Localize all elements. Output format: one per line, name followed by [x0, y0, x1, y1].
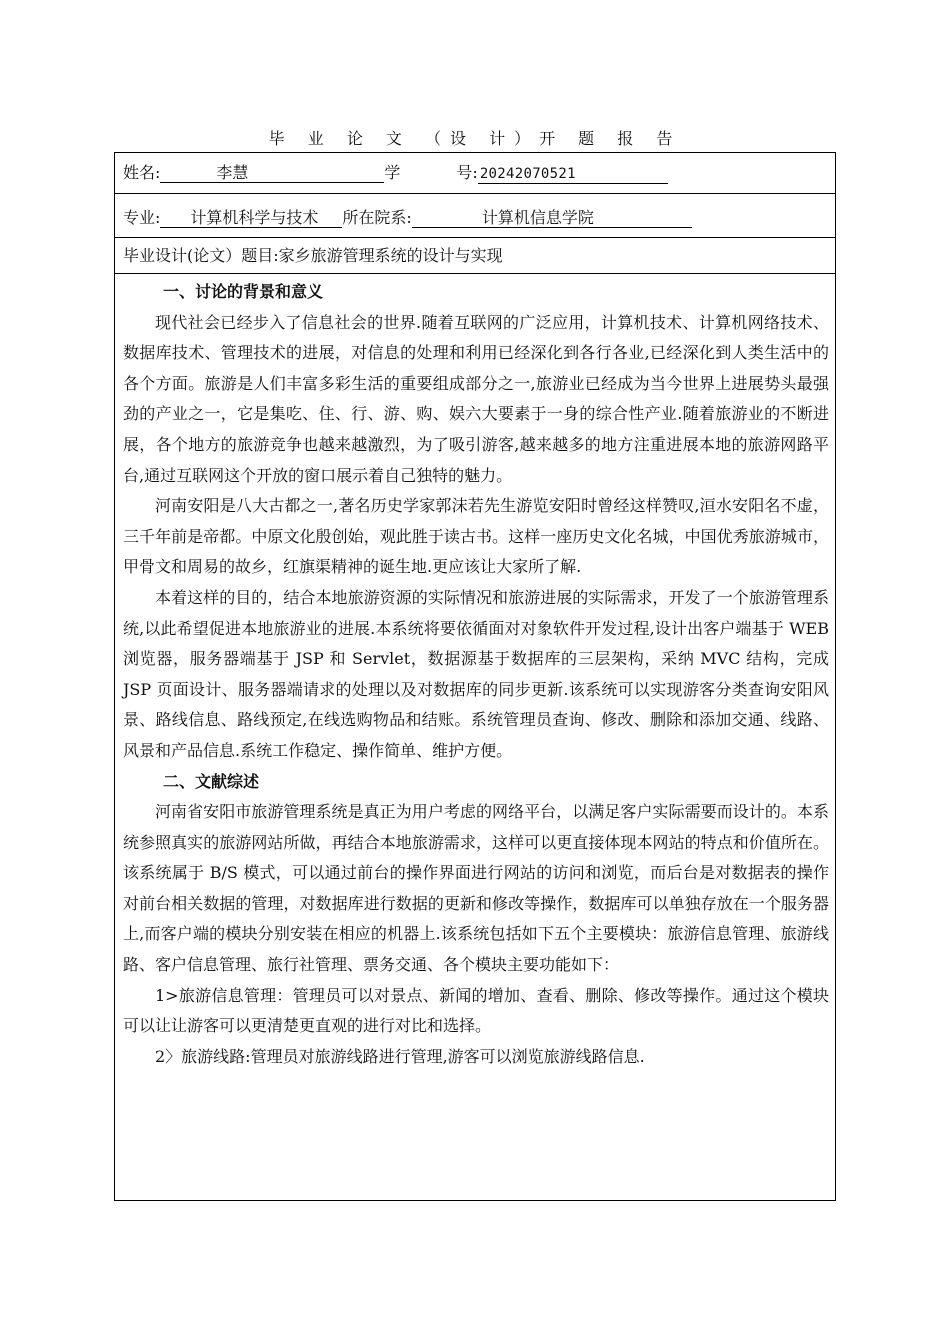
student-id-label-1: 学: [384, 163, 401, 182]
section-heading-background: 一、讨论的背景和意义: [163, 282, 324, 301]
paragraph: 2〉旅游线路:管理员对旅游线路进行管理,游客可以浏览旅游线路信息.: [155, 1046, 645, 1066]
major-label: 专业:: [123, 208, 161, 227]
name-value: 李慧: [160, 164, 384, 183]
paragraph: 现代社会已经步入了信息社会的世界.随着互联网的广泛应用，计算机技术、计算机网络技术、数据库技术、管理技术的进展，对信息的处理和利用已经深化到各行各业,已经深化到人类生活中的各个方面。旅游是人们丰富多彩生活的重要组成部分之一,旅游业已经成为当今世界上进展势头最强劲的产业之一，它是集吃、住、行、游、购、娱六大要素于一身的综合性产业.随着旅游业的不断进展，各个地方的旅游竞争也越来越激烈，为了吸引游客,越来越多的地方注重进展本地的旅游网路平台,通过互联网这个开放的窗口展示着自己独特的魅力。: [123, 312, 829, 485]
section-heading-literature: 二、文献综述: [163, 771, 260, 791]
row-major-dept: [115, 194, 835, 238]
paragraph: 河南安阳是八大古都之一,著名历史学家郭沫若先生游览安阳时曾经这样赞叹,洹水安阳名不虚，三千年前是帝都。中原文化殷创始，观此胜于读古书。这样一座历史文化名城，中国优秀旅游城市，甲骨文和周易的故乡，红旗渠精神的诞生地.更应该让大家所了解.: [123, 496, 829, 577]
topic-value: 家乡旅游管理系统的设计与实现: [278, 246, 503, 265]
document-title: 毕 业 论 文 （设 计）开 题 报 告: [268, 129, 682, 148]
name-id-line: [123, 163, 668, 184]
topic-label: 毕业设计(论文）题目:: [123, 246, 279, 265]
student-id-value: 20242070521: [478, 165, 668, 184]
proposal-body: [123, 277, 829, 1072]
major-value: 计算机科学与技术: [160, 209, 342, 228]
paragraph: 1>旅游信息管理：管理员可以对景点、新闻的增加、查看、删除、修改等操作。通过这个模块可以让让游客可以更清楚更直观的进行对比和选择。: [123, 985, 829, 1036]
paragraph: 本着这样的目的，结合本地旅游资源的实际情况和旅游进展的实际需求，开发了一个旅游管理系统,以此希望促进本地旅游业的进展.本系统将要依循面对对象软件开发过程,设计出客户端基于 WEB 浏览器，服务器端基于 JSP 和 Servlet，数据源基于数据库的三层架构，采纳 MVC 结构，完成 JSP 页面设计、服务器端请求的处理以及对数据库的同步更新.该系统可以实现游客分类查询安阳风景、路线信息、路线预定,在线选购物品和结账。系统管理员查询、修改、删除和添加交通、线路、风景和产品信息.系统工作稳定、操作简单、维护方便。: [123, 587, 829, 760]
row-topic: [115, 238, 835, 274]
department-value: 计算机信息学院: [412, 209, 692, 228]
major-dept-line: [123, 208, 692, 228]
proposal-form: [114, 152, 836, 1201]
row-name-id: [115, 153, 835, 194]
department-label: 所在院系:: [342, 208, 412, 227]
paragraph: 河南省安阳市旅游管理系统是真正为用户考虑的网络平台，以满足客户实际需要而设计的。本系统参照真实的旅游网站所做，再结合本地旅游需求，这样可以更直接体现本网站的特点和价值所在。该系统属于 B/S 模式，可以通过前台的操作界面进行网站的访问和浏览，而后台是对数据表的操作对前台相关数据的管理，对数据库进行数据的更新和修改等操作，数据库可以单独存放在一个服务器上,而客户端的模块分别安装在相应的机器上.该系统包括如下五个主要模块：旅游信息管理、旅游线路、客户信息管理、旅行社管理、票务交通、各个模块主要功能如下：: [123, 802, 829, 975]
topic-line: [123, 246, 503, 266]
student-id-label-2: 号:: [456, 163, 478, 182]
name-label: 姓名:: [123, 163, 161, 182]
